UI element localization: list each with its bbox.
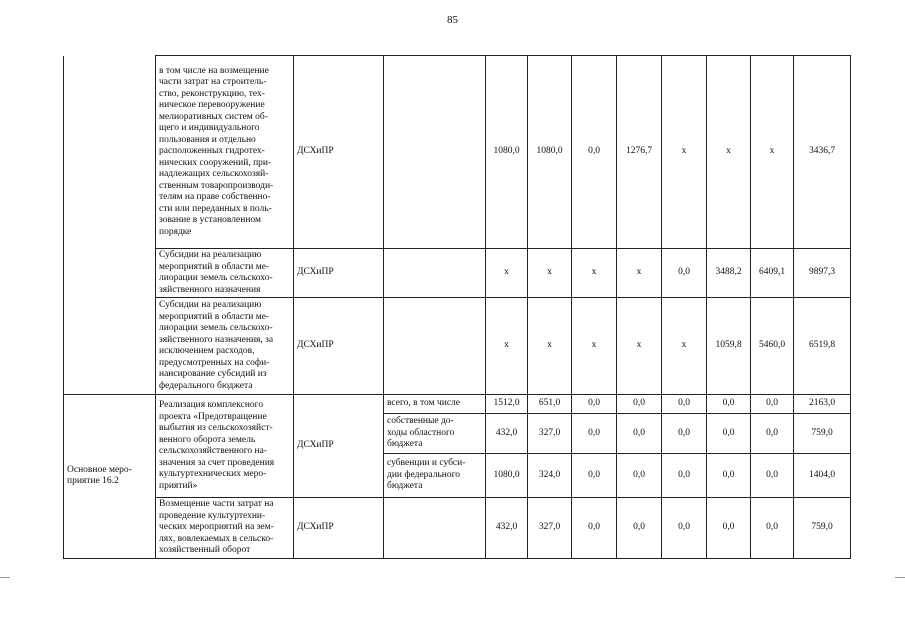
description-line: Субсидии на реализацию: [159, 250, 262, 260]
table-row: [64, 395, 851, 414]
funding-source-cell: [384, 454, 486, 498]
main-event-title-line: значения за счет проведения: [159, 457, 275, 468]
empty-cell: [64, 56, 156, 249]
description-line: нансирование субсидий из: [159, 369, 267, 379]
main-event-title-line: Реализация комплексного: [159, 400, 264, 410]
value-cell: x: [662, 56, 707, 249]
funding-source-cell: [384, 395, 486, 414]
description-line: лях, вовлекаемых в сельско-: [159, 533, 274, 544]
value-cell: 1512,0: [486, 395, 528, 414]
value-cell: 0,0: [617, 395, 662, 414]
description-line: части затрат на строитель-: [159, 77, 267, 88]
funding-source-line: всего, в том числе: [387, 398, 461, 409]
main-event-label-line: Основное меро-: [67, 464, 132, 475]
description-line: предусмотренных на софи-: [159, 357, 270, 368]
value-cell: 0,0: [707, 454, 751, 498]
value-cell: x: [751, 56, 794, 249]
description-line: мероприятий в области ме-: [159, 311, 270, 322]
main-event-label-cell: [64, 395, 156, 559]
value-cell: 1080,0: [486, 56, 528, 249]
main-event-title-line: проекта «Предотвращение: [159, 411, 267, 422]
right-edge-mark: [895, 577, 905, 578]
value-cell: 3488,2: [707, 249, 751, 298]
value-cell: 0,0: [572, 454, 617, 498]
value-cell: 0,0: [707, 498, 751, 559]
value-cell: 0,0: [751, 454, 794, 498]
value-cell: x: [528, 249, 572, 298]
value-cell: x: [572, 298, 617, 395]
main-event-title-line: сельскохозяйственного на-: [159, 446, 268, 456]
value-cell: x: [617, 249, 662, 298]
description-line: Субсидии на реализацию: [159, 300, 262, 310]
value-cell: 0,0: [572, 395, 617, 414]
source-cell: [384, 249, 486, 298]
value-cell: 1404,0: [794, 454, 851, 498]
value-cell: 0,0: [707, 414, 751, 454]
description-line: мелиоративных систем об-: [159, 111, 268, 122]
description-line: щего и индивидуального: [159, 123, 260, 134]
value-cell: x: [617, 298, 662, 395]
value-cell: 324,0: [528, 454, 572, 498]
executor-cell: ДСХиПР: [294, 395, 384, 498]
event-description-cell: [156, 56, 294, 249]
main-event-title-line: приятий»: [159, 480, 198, 491]
executor-cell: ДСХиПР: [294, 498, 384, 559]
funding-source-line: ходы областного: [387, 427, 455, 438]
value-cell: 0,0: [751, 395, 794, 414]
value-cell: x: [707, 56, 751, 249]
value-cell: 0,0: [662, 454, 707, 498]
main-event-title-cell: [156, 395, 294, 498]
value-cell: 1080,0: [528, 56, 572, 249]
value-cell: 5460,0: [751, 298, 794, 395]
value-cell: 0,0: [617, 498, 662, 559]
table-body: [64, 56, 851, 559]
budget-table: [63, 55, 851, 559]
table-row: [64, 498, 851, 559]
funding-source-line: бюджета: [387, 481, 423, 492]
value-cell: 1059,8: [707, 298, 751, 395]
value-cell: 651,0: [528, 395, 572, 414]
value-cell: 0,0: [662, 498, 707, 559]
description-line: Возмещение части затрат на: [159, 499, 274, 509]
empty-cell: [64, 298, 156, 395]
value-cell: x: [528, 298, 572, 395]
event-description-cell: [156, 298, 294, 395]
description-line: лиорации земель сельскохо-: [159, 323, 273, 333]
description-line: зяйственного назначения: [159, 284, 261, 295]
value-cell: 6519,8: [794, 298, 851, 395]
value-cell: 1080,0: [486, 454, 528, 498]
value-cell: 3436,7: [794, 56, 851, 249]
description-line: зование в установленном: [159, 215, 261, 226]
value-cell: 0,0: [617, 414, 662, 454]
table-row: [64, 56, 851, 249]
value-cell: 2163,0: [794, 395, 851, 414]
value-cell: x: [486, 249, 528, 298]
value-cell: 0,0: [572, 498, 617, 559]
funding-source-line: собственные до-: [387, 416, 454, 427]
table-row: [64, 249, 851, 298]
empty-cell: [64, 249, 156, 298]
value-cell: 0,0: [617, 454, 662, 498]
value-cell: 0,0: [662, 249, 707, 298]
description-line: исключением расходов,: [159, 346, 255, 356]
value-cell: 0,0: [662, 414, 707, 454]
executor-cell: ДСХиПР: [294, 56, 384, 249]
page-number: 85: [447, 14, 458, 26]
description-line: сти или переданных в поль-: [159, 203, 272, 214]
funding-source-line: субвенции и субси-: [387, 458, 466, 469]
description-line: ственным товаропроизводи-: [159, 180, 274, 191]
value-cell: 0,0: [751, 414, 794, 454]
value-cell: 6409,1: [751, 249, 794, 298]
value-cell: 432,0: [486, 414, 528, 454]
source-cell: [384, 498, 486, 559]
value-cell: 327,0: [528, 498, 572, 559]
value-cell: 759,0: [794, 498, 851, 559]
description-line: расположенных гидротех-: [159, 146, 265, 157]
description-line: зяйственного назначения, за: [159, 334, 274, 345]
value-cell: 0,0: [662, 395, 707, 414]
description-line: в том числе на возмещение: [159, 65, 269, 76]
description-line: пользования и отдельно: [159, 134, 256, 145]
main-event-title-line: культуртехнических меро-: [159, 469, 267, 479]
funding-source-line: бюджета: [387, 439, 423, 450]
description-line: телям на праве собственно-: [159, 192, 271, 203]
value-cell: 432,0: [486, 498, 528, 559]
event-description-cell: [156, 498, 294, 559]
executor-cell: ДСХиПР: [294, 249, 384, 298]
description-line: ство, реконструкцию, тех-: [159, 88, 265, 99]
description-line: хозяйственный оборот: [159, 545, 251, 555]
value-cell: 9897,3: [794, 249, 851, 298]
value-cell: 327,0: [528, 414, 572, 454]
funding-source-line: дии федерального: [387, 469, 461, 480]
description-line: федерального бюджета: [159, 380, 253, 391]
value-cell: 0,0: [707, 395, 751, 414]
value-cell: x: [572, 249, 617, 298]
description-line: проведение культуртехни-: [159, 510, 266, 521]
value-cell: 0,0: [751, 498, 794, 559]
value-cell: 1276,7: [617, 56, 662, 249]
executor-cell: ДСХиПР: [294, 298, 384, 395]
description-line: ническое перевооружение: [159, 100, 265, 111]
description-line: порядке: [159, 226, 192, 237]
value-cell: 0,0: [572, 56, 617, 249]
main-event-title-line: выбытия из сельскохозяйст-: [159, 423, 273, 433]
value-cell: x: [662, 298, 707, 395]
description-line: лиорации земель сельскохо-: [159, 273, 273, 283]
left-edge-mark: [0, 577, 10, 578]
source-cell: [384, 298, 486, 395]
main-event-label-line: приятие 16.2: [67, 476, 119, 487]
description-line: ческих мероприятий на зем-: [159, 522, 274, 532]
source-cell: [384, 56, 486, 249]
value-cell: 759,0: [794, 414, 851, 454]
value-cell: x: [486, 298, 528, 395]
table-row: [64, 298, 851, 395]
event-description-cell: [156, 249, 294, 298]
funding-source-cell: [384, 414, 486, 454]
description-line: надлежащих сельскохозяй-: [159, 169, 269, 180]
main-event-title-line: венного оборота земель: [159, 434, 256, 445]
value-cell: 0,0: [572, 414, 617, 454]
description-line: мероприятий в области ме-: [159, 261, 270, 272]
description-line: нических сооружений, при-: [159, 157, 272, 168]
